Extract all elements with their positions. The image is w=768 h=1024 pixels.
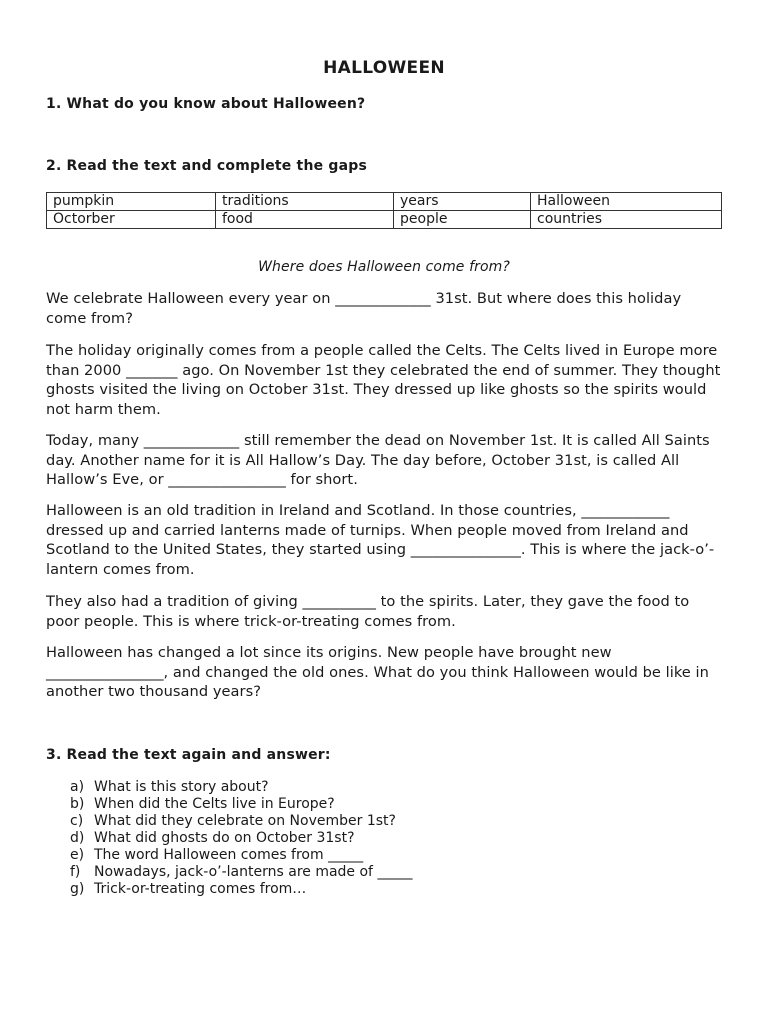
word-bank-table (46, 192, 722, 229)
section-1-heading: 1. What do you know about Halloween? (46, 96, 366, 112)
word-bank-cell: pumpkin (47, 193, 216, 211)
word-bank-cell: years (394, 193, 531, 211)
list-item (70, 779, 412, 796)
word-bank-cell: countries (531, 211, 722, 229)
reading-paragraph: Halloween has changed a lot since its origins. New people have brought new ________________, and changed the old ones. What do you think Halloween would be like in another two thousand years? (46, 644, 709, 701)
reading-paragraph: The holiday originally comes from a people called the Celts. The Celts lived in Europe more than 2000 _______ ago. On November 1st they celebrated the end of summer. They thought ghosts visited the living on October 31st. They dressed up like ghosts so the spirits would not harm them. (46, 342, 721, 419)
list-item (70, 813, 412, 830)
question-text: The word Halloween comes from _____ (94, 847, 364, 863)
reading-paragraph: They also had a tradition of giving __________ to the spirits. Later, they gave the food to poor people. This is where trick-or-treating comes from. (46, 593, 690, 630)
word-bank-cell: Halloween (531, 193, 722, 211)
question-text: Nowadays, jack-o’-lanterns are made of _____ (94, 864, 413, 880)
question-text: What did they celebrate on November 1st? (94, 813, 396, 829)
reading-paragraph: Today, many _____________ still remember the dead on November 1st. It is called All Saints day. Another name for it is All Hallow’s Day. The day before, October 31st, is called All Hallow’s Eve, or ________________ for short. (46, 432, 710, 489)
question-letter: g) (70, 881, 85, 897)
question-text: When did the Celts live in Europe? (94, 796, 335, 812)
word-bank-cell: food (216, 211, 394, 229)
question-letter: c) (70, 813, 84, 829)
page-title: HALLOWEEN (323, 58, 445, 78)
question-letter: f) (70, 864, 81, 880)
word-bank-cell: people (394, 211, 531, 229)
reading-paragraph: Halloween is an old tradition in Ireland and Scotland. In those countries, ____________ dressed up and carried lanterns made of turnips. When people moved from Ireland and Scotland to the United States, they started using _______________. This is where the jack-o’-lantern comes from. (46, 502, 715, 579)
word-bank-row (47, 193, 722, 211)
list-item (70, 796, 412, 813)
reading-subtitle: Where does Halloween come from? (258, 259, 510, 275)
question-text: Trick-or-treating comes from… (94, 881, 307, 897)
word-bank-cell: traditions (216, 193, 394, 211)
question-text: What is this story about? (94, 779, 269, 795)
list-item (70, 847, 412, 864)
question-list (70, 779, 412, 898)
question-letter: b) (70, 796, 85, 812)
list-item (70, 864, 412, 881)
list-item (70, 830, 412, 847)
list-item (70, 881, 412, 898)
question-letter: e) (70, 847, 85, 863)
word-bank-cell: Octorber (47, 211, 216, 229)
word-bank-row (47, 211, 722, 229)
section-3-heading: 3. Read the text again and answer: (46, 747, 331, 763)
question-letter: a) (70, 779, 85, 795)
question-text: What did ghosts do on October 31st? (94, 830, 355, 846)
section-2-heading: 2. Read the text and complete the gaps (46, 158, 368, 174)
question-letter: d) (70, 830, 85, 846)
reading-paragraph: We celebrate Halloween every year on _____________ 31st. But where does this holiday come from? (46, 290, 682, 327)
